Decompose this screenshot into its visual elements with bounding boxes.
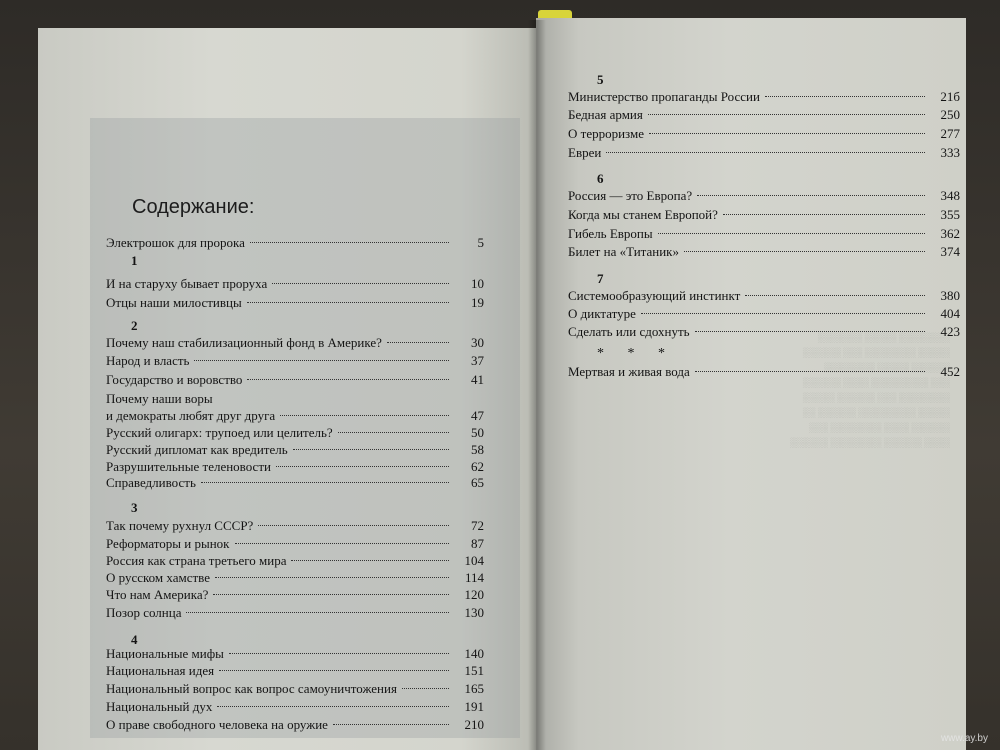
dot-leader bbox=[723, 214, 925, 215]
entry-title: Мертвая и живая вода bbox=[568, 364, 690, 379]
entry-page-number: 37 bbox=[471, 353, 484, 368]
contents-entry bbox=[106, 535, 484, 552]
dot-leader bbox=[247, 302, 449, 303]
contents-entry bbox=[568, 225, 960, 242]
entry-page-number: 10 bbox=[471, 276, 484, 291]
entry-page-number: 41 bbox=[471, 372, 484, 387]
contents-entry bbox=[568, 206, 960, 223]
entry-title: Национальный дух bbox=[106, 699, 213, 714]
entry-title: и демократы любят друг друга bbox=[106, 408, 276, 423]
section-number: 1 bbox=[131, 253, 138, 268]
entry-title: Реформаторы и рынок bbox=[106, 536, 230, 551]
contents-entry bbox=[106, 234, 484, 251]
dot-leader bbox=[765, 96, 925, 97]
entry-title: Так почему рухнул СССР? bbox=[106, 518, 254, 533]
section-number: 2 bbox=[131, 318, 138, 333]
contents-entry bbox=[568, 106, 960, 123]
dot-leader bbox=[695, 331, 925, 332]
contents-entry bbox=[568, 125, 960, 142]
entry-page-number: 19 bbox=[471, 295, 484, 310]
entry-page-number: 404 bbox=[940, 306, 960, 321]
contents-entry bbox=[106, 569, 484, 586]
entry-page-number: 130 bbox=[464, 605, 484, 620]
dot-leader bbox=[219, 670, 449, 671]
entry-title: Электрошок для пророка bbox=[106, 235, 245, 250]
contents-entry bbox=[106, 645, 484, 662]
entry-title: Системообразующий инстинкт bbox=[568, 288, 741, 303]
entry-page-number: 58 bbox=[471, 442, 484, 457]
entry-page-number: 114 bbox=[464, 570, 484, 585]
contents-entry bbox=[106, 698, 484, 715]
entry-page-number: 423 bbox=[940, 324, 960, 339]
entry-title: Когда мы станем Европой? bbox=[568, 207, 718, 222]
entry-title: Национальные мифы bbox=[106, 646, 224, 661]
dot-leader bbox=[606, 152, 925, 153]
contents-entry bbox=[568, 243, 960, 260]
dot-leader bbox=[293, 449, 449, 450]
entry-page-number: 72 bbox=[471, 518, 484, 533]
dot-leader bbox=[258, 525, 449, 526]
book-gutter bbox=[528, 20, 546, 750]
contents-entry bbox=[106, 352, 484, 369]
entry-title: О праве свободного человека на оружие bbox=[106, 717, 328, 732]
entry-title: Отцы наши милостивцы bbox=[106, 295, 242, 310]
entry-page-number: 277 bbox=[940, 126, 960, 141]
entry-title: Государство и воровство bbox=[106, 372, 243, 387]
contents-entry bbox=[568, 88, 960, 105]
dot-leader bbox=[213, 594, 449, 595]
entry-page-number: 452 bbox=[940, 364, 960, 379]
contents-entry bbox=[106, 441, 484, 458]
contents-entry bbox=[106, 294, 484, 311]
contents-entry bbox=[106, 424, 484, 441]
dot-leader bbox=[201, 482, 449, 483]
section-number: 3 bbox=[131, 500, 138, 515]
dot-leader bbox=[697, 195, 925, 196]
entry-page-number: 355 bbox=[940, 207, 960, 222]
entry-page-number: 5 bbox=[477, 235, 484, 250]
contents-heading: Содержание: bbox=[132, 196, 255, 218]
entry-page-number: 210 bbox=[464, 717, 484, 732]
dot-leader bbox=[280, 415, 449, 416]
entry-title: О терроризме bbox=[568, 126, 644, 141]
entry-title: О русском хамстве bbox=[106, 570, 210, 585]
dot-leader bbox=[272, 283, 449, 284]
entry-title: Россия — это Европа? bbox=[568, 188, 693, 203]
contents-entry bbox=[106, 586, 484, 603]
section-number: 6 bbox=[597, 171, 604, 186]
entry-title: Национальный вопрос как вопрос самоуничтожения bbox=[106, 681, 397, 696]
contents-entry bbox=[106, 275, 484, 292]
entry-page-number: 140 bbox=[464, 646, 484, 661]
section-number: 4 bbox=[131, 632, 138, 647]
entry-page-number: 380 bbox=[940, 288, 960, 303]
dot-leader bbox=[338, 432, 449, 433]
section-number: 5 bbox=[597, 72, 604, 87]
dot-leader bbox=[649, 133, 925, 134]
entry-page-number: 21б bbox=[940, 89, 960, 104]
contents-entry bbox=[106, 334, 484, 351]
entry-title: Бедная армия bbox=[568, 107, 643, 122]
entry-title: Народ и власть bbox=[106, 353, 190, 368]
entry-page-number: 50 bbox=[471, 425, 484, 440]
entry-title: Разрушительные теленовости bbox=[106, 459, 271, 474]
entry-title: Русский олигарх: трупоед или целитель? bbox=[106, 425, 333, 440]
contents-entry bbox=[568, 323, 960, 340]
contents-entry bbox=[568, 305, 960, 322]
contents-entry bbox=[106, 517, 484, 534]
contents-entry bbox=[106, 716, 484, 733]
dot-leader bbox=[235, 543, 450, 544]
entry-page-number: 165 bbox=[464, 681, 484, 696]
dot-leader bbox=[648, 114, 925, 115]
entry-title: Что нам Америка? bbox=[106, 587, 209, 602]
entry-title: Почему наш стабилизационный фонд в Америке? bbox=[106, 335, 382, 350]
dot-leader bbox=[215, 577, 449, 578]
section-number: 7 bbox=[597, 271, 604, 286]
contents-entry bbox=[568, 187, 960, 204]
contents-entry bbox=[568, 287, 960, 304]
entry-page-number: 151 bbox=[464, 663, 484, 678]
contents-entry bbox=[568, 144, 960, 161]
entry-page-number: 348 bbox=[940, 188, 960, 203]
contents-entry bbox=[568, 363, 960, 380]
entry-page-number: 333 bbox=[940, 145, 960, 160]
entry-page-number: 250 bbox=[940, 107, 960, 122]
dot-leader bbox=[247, 379, 449, 380]
contents-entry bbox=[106, 662, 484, 679]
contents-entry bbox=[106, 604, 484, 621]
dot-leader bbox=[745, 295, 925, 296]
entry-title: И на старуху бывает проруха bbox=[106, 276, 268, 291]
entry-page-number: 30 bbox=[471, 335, 484, 350]
contents-entry bbox=[106, 371, 484, 388]
entry-title: Министерство пропаганды России bbox=[568, 89, 760, 104]
entry-title: Сделать или сдохнуть bbox=[568, 324, 690, 339]
entry-page-number: 362 bbox=[940, 226, 960, 241]
entry-page-number: 47 bbox=[471, 408, 484, 423]
entry-title: Позор солнца bbox=[106, 605, 182, 620]
bleed-through-text: ░░░░ ░░░░░░ ░░░░░░░░ ░░░░░░ ░░░░░░ ░░░░ ░░░░░░░░ ░░░ ░░░░░ ░░░░░░░░░ ░░░░░░ ░░ ░░░░░░░░ ░░░ ░░░░░░ ░░░░░ ░░░ ░░░░░░░░░ ░░░░ ░░░░░░ ░░░░░░ ░░░░░ ░░░░░░░░ ░░░░░ ░░░░░░░░ ░░░ ░░░░░░ ░░░░░░░░ ░░░░░ ░░░░░░░ bbox=[790, 333, 950, 448]
entry-title: О диктатуре bbox=[568, 306, 636, 321]
entry-page-number: 120 bbox=[464, 587, 484, 602]
entry-title: Евреи bbox=[568, 145, 602, 160]
contents-entry bbox=[106, 458, 484, 475]
dot-leader bbox=[387, 342, 449, 343]
dot-leader bbox=[229, 653, 449, 654]
contents-entry bbox=[106, 680, 484, 697]
contents-entry bbox=[106, 474, 484, 491]
dot-leader bbox=[291, 560, 449, 561]
watermark-text: www.ay.by bbox=[940, 733, 988, 744]
dot-leader bbox=[402, 688, 449, 689]
entry-title: Почему наши воры bbox=[106, 391, 213, 406]
entry-page-number: 65 bbox=[471, 475, 484, 490]
contents-entry bbox=[106, 390, 484, 407]
entry-page-number: 104 bbox=[464, 553, 484, 568]
contents-entry bbox=[106, 552, 484, 569]
entry-page-number: 62 bbox=[471, 459, 484, 474]
dot-leader bbox=[194, 360, 449, 361]
entry-page-number: 374 bbox=[940, 244, 960, 259]
entry-page-number: 87 bbox=[471, 536, 484, 551]
dot-leader bbox=[333, 724, 449, 725]
dot-leader bbox=[250, 242, 449, 243]
dot-leader bbox=[217, 706, 449, 707]
dot-leader bbox=[276, 466, 449, 467]
dot-leader bbox=[186, 612, 449, 613]
entry-title: Билет на «Титаник» bbox=[568, 244, 680, 259]
entry-title: Справедливость bbox=[106, 475, 196, 490]
entry-title: Гибель Европы bbox=[568, 226, 653, 241]
entry-title: Русский дипломат как вредитель bbox=[106, 442, 288, 457]
dot-leader bbox=[658, 233, 925, 234]
entry-title: Национальная идея bbox=[106, 663, 215, 678]
dot-leader bbox=[641, 313, 925, 314]
entry-page-number: 191 bbox=[464, 699, 484, 714]
dot-leader bbox=[684, 251, 925, 252]
section-separator-stars: * * * bbox=[597, 346, 675, 361]
dot-leader bbox=[695, 371, 925, 372]
contents-entry bbox=[106, 407, 484, 424]
entry-title: Россия как страна третьего мира bbox=[106, 553, 287, 568]
